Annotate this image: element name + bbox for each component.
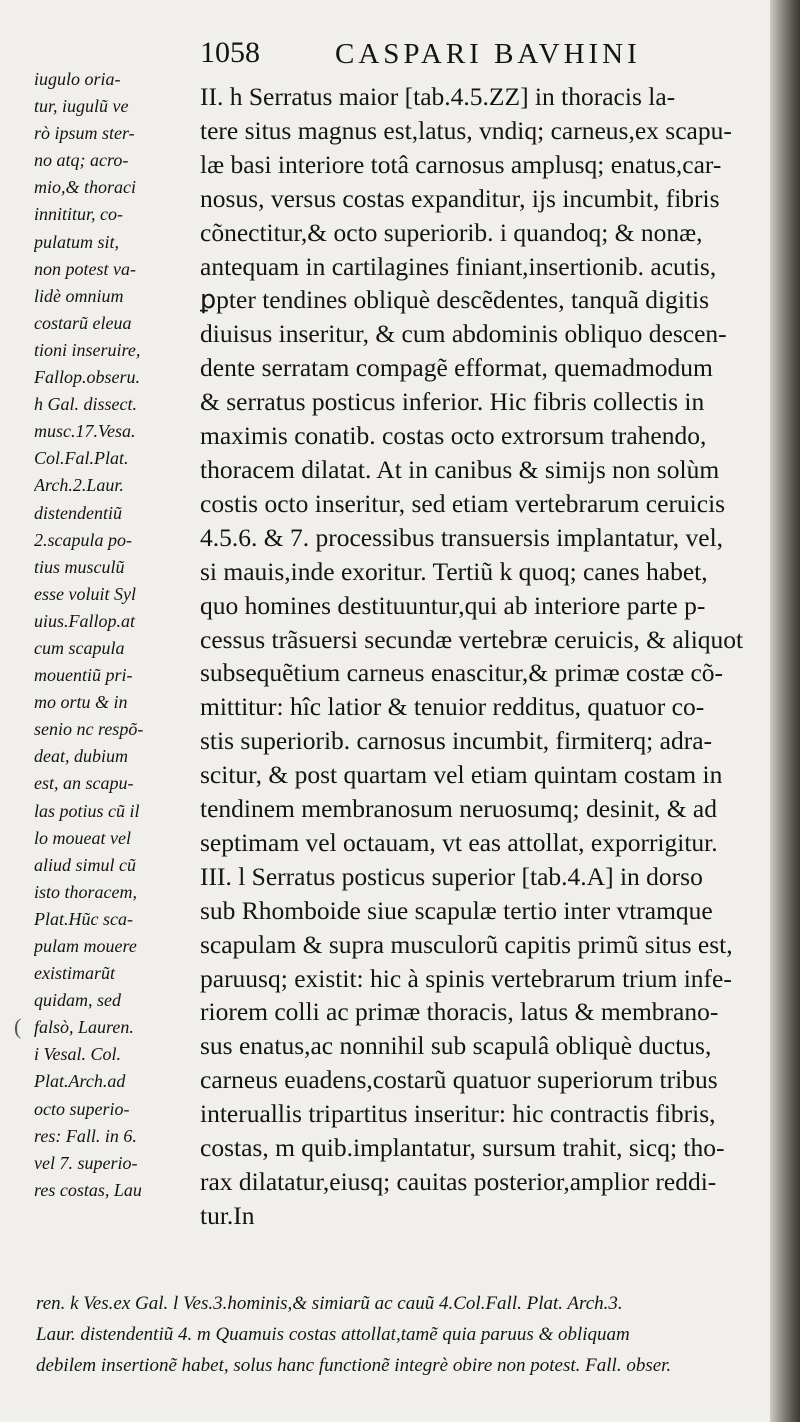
- margin-note-line: Col.Fal.Plat.: [34, 448, 129, 469]
- main-text-line: scitur, & post quartam vel etiam quintam costam in: [200, 760, 723, 790]
- main-text-line: mittitur: hîc latior & tenuior redditus, quatuor co-: [200, 692, 705, 722]
- main-text-line: sus enatus,ac nonnihil sub scapulâ obliquè ductus,: [200, 1031, 712, 1061]
- margin-note-line: Fallop.obseru.: [34, 367, 140, 388]
- margin-note-line: esse voluit Syl: [34, 583, 136, 604]
- running-head: CASPARI BAVHINI: [335, 38, 641, 70]
- main-text-line: carneus euadens,costarũ quatuor superiorum tribus: [200, 1065, 718, 1095]
- main-text-line: rax dilatatur,eiusq; cauitas posterior,amplior reddi-: [200, 1167, 717, 1196]
- main-text-line: nosus, versus costas expanditur, ijs incumbit, fibris: [200, 183, 720, 213]
- margin-note-line: res: Fall. in 6.: [34, 1125, 137, 1146]
- main-text-line: quo homines destituuntur,qui ab interiore parte p-: [200, 590, 706, 620]
- margin-note-line: Arch.2.Laur.: [34, 475, 124, 496]
- main-text-line: subsequẽtium carneus enascitur,& primæ costæ cõ-: [200, 658, 724, 688]
- margin-note-line: aliud simul cũ: [34, 854, 136, 875]
- main-text-line: cessus trãsuersi secundæ vertebræ ceruicis, & aliquot: [200, 624, 744, 654]
- main-text-line: diuisus inseritur, & cum abdominis obliquo descen-: [200, 319, 727, 349]
- margin-note-line: distendentiũ: [34, 502, 122, 523]
- main-text-line: sub Rhomboide siue scapulæ tertio inter vtramque: [200, 895, 713, 925]
- margin-note-line: mouentiũ pri-: [34, 665, 133, 686]
- margin-note-line: isto thoracem,: [34, 881, 137, 902]
- main-text-line: scapulam & supra musculorũ capitis primũ situs est,: [200, 929, 733, 959]
- main-text-line: læ basi interiore totâ carnosus amplusq; enatus,car-: [200, 149, 722, 179]
- margin-note-line: innititur, co-: [34, 204, 123, 225]
- main-text-line: ꝑpter tendines obliquè descẽdentes, tanquã digitis: [200, 285, 710, 315]
- margin-note-line: mio,& thoraci: [34, 177, 136, 198]
- margin-note-line: pulam mouere: [34, 936, 137, 956]
- margin-note-line: vel 7. superio-: [34, 1152, 138, 1173]
- main-text-body: [200, 80, 768, 1233]
- margin-note-line: existimarũt: [34, 963, 115, 984]
- margin-note-line: tius musculũ: [34, 556, 125, 577]
- main-text-line: stis superiorib. carnosus incumbit, firmiterq; adra-: [200, 726, 713, 756]
- main-text-line: thoracem dilatat. At in canibus & simijs non solùm: [200, 454, 720, 484]
- margin-note-line: lidè omnium: [34, 285, 124, 306]
- margin-note-line: quidam, sed: [34, 990, 121, 1011]
- footnote-line: ren. k Ves.ex Gal. l Ves.3.hominis,& simiarũ ac cauũ 4.Col.Fall. Plat. Arch.3.: [36, 1293, 623, 1314]
- margin-note-line: musc.17.Vesa.: [34, 421, 136, 442]
- margin-note-line: tioni inseruire,: [34, 339, 141, 360]
- main-text-line: dente serratam compagẽ efformat, quemadmodum: [200, 353, 713, 383]
- main-text-line: tere situs magnus est,latus, vndiq; carneus,ex scapu-: [200, 115, 732, 145]
- main-text-line: II. h Serratus maior [tab.4.5.ZZ] in thoracis la-: [200, 82, 676, 111]
- margin-note-line: no atq; acro-: [34, 150, 129, 171]
- main-text-line: interuallis tripartitus inseritur: hic contractis fibris,: [200, 1099, 716, 1129]
- main-text-line: paruusq; existit: hic à spinis vertebrarum trium infe-: [200, 963, 732, 993]
- main-text-line: cõnectitur,& octo superiorib. i quandoq; & nonæ,: [200, 217, 703, 247]
- margin-note-line: rò ipsum ster-: [34, 123, 135, 144]
- footnote-line: Laur. distendentiũ 4. m Quamuis costas attollat,tamẽ quia paruus & obliquam: [36, 1324, 630, 1345]
- margin-note-line: deat, dubium: [34, 746, 128, 767]
- page-header: [200, 36, 760, 76]
- book-gutter-shadow: [770, 0, 800, 1422]
- main-text-line: & serratus posticus inferior. Hic fibris collectis in: [200, 387, 705, 417]
- margin-parenthesis-mark: (: [14, 1014, 22, 1039]
- margin-note-line: est, an scapu-: [34, 773, 134, 794]
- margin-note-line: tur, iugulũ ve: [34, 96, 129, 117]
- page-number: 1058: [200, 36, 260, 69]
- main-text-line: si mauis,inde exoritur. Tertiũ k quoq; canes habet,: [200, 556, 708, 586]
- footnotes: [36, 1288, 768, 1381]
- margin-note-line: octo superio-: [34, 1098, 130, 1119]
- main-text-line: septimam vel octauam, vt eas attollat, exporrigitur.: [200, 827, 718, 857]
- main-text-line: costas, m quib.implantatur, sursum trahit, sicq; tho-: [200, 1133, 725, 1163]
- margin-note-line: 2.scapula po-: [34, 529, 132, 550]
- margin-note-line: h Gal. dissect.: [34, 394, 137, 415]
- main-text-line: riorem colli ac primæ thoracis, latus & membrano-: [200, 997, 719, 1027]
- margin-note-line: non potest va-: [34, 258, 136, 279]
- main-text-line: costis octo inseritur, sed etiam vertebrarum ceruicis: [200, 488, 726, 518]
- main-text-line: 4.5.6. & 7. processibus transuersis implantatur, vel,: [200, 522, 724, 552]
- margin-note-line: costarũ eleua: [34, 312, 132, 333]
- main-text-line: tur.In: [200, 1200, 255, 1230]
- footnote-line: debilem insertionẽ habet, solus hanc functionẽ integrè obire non potest. Fall. obser.: [36, 1355, 672, 1376]
- margin-note-line: uius.Fallop.at: [34, 610, 136, 631]
- margin-notes: [34, 66, 204, 1204]
- margin-note-line: Plat.Arch.ad: [34, 1071, 126, 1092]
- margin-note-line: cum scapula: [34, 637, 125, 658]
- margin-note-line: i Vesal. Col.: [34, 1044, 122, 1065]
- margin-note-line: senio nc respõ-: [34, 719, 144, 740]
- main-text-line: maximis conatib. costas octo extrorsum trahendo,: [200, 421, 707, 451]
- margin-note-line: mo ortu & in: [34, 692, 128, 713]
- margin-note-line: falsò, Lauren.: [34, 1017, 134, 1038]
- margin-note-line: las potius cũ il: [34, 800, 140, 821]
- margin-note-line: lo moueat vel: [34, 827, 131, 848]
- margin-note-line: res costas, Lau: [34, 1179, 142, 1200]
- main-text-line: III. l Serratus posticus superior [tab.4.A] in dorso: [200, 861, 703, 891]
- main-text-line: antequam in cartilagines finiant,insertionib. acutis,: [200, 251, 717, 281]
- margin-note-line: iugulo oria-: [34, 69, 121, 89]
- margin-note-line: pulatum sit,: [34, 231, 120, 252]
- main-text-line: tendinem membranosum neruosumq; desinit, & ad: [200, 794, 717, 824]
- margin-note-line: Plat.Hũc sca-: [34, 908, 133, 929]
